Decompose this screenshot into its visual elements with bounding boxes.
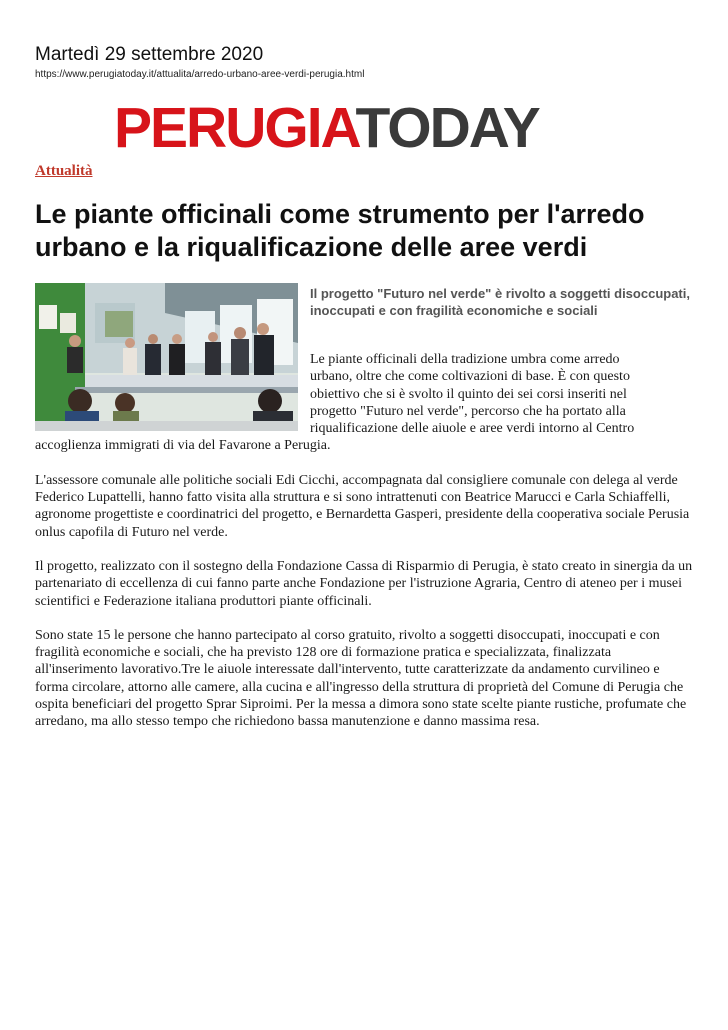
text-line: progetto "Futuro nel verde", percorso che ha portato alla [310, 403, 626, 419]
category-link[interactable]: Attualità [35, 163, 93, 179]
paragraph-intro [35, 351, 695, 455]
text-line: obiettivo che si è svolto il quinto dei sei corsi inseriti nel [310, 386, 627, 402]
article-title: Le piante officinali come strumento per l'arredo urbano e la riqualificazione delle aree verdi [35, 199, 645, 262]
text-line: riqualificazione delle aiuole e aree verdi intorno al Centro [310, 421, 635, 437]
text-line: accoglienza immigrati di via del Favarone a Perugia. [35, 438, 331, 454]
text-line: urbano, oltre che come coltivazioni di base. È con questo [310, 369, 630, 385]
page-url[interactable]: https://www.perugiatoday.it/attualita/arredo-urbano-aree-verdi-perugia.html [35, 69, 365, 80]
article-body [35, 351, 695, 731]
paragraph-course: Sono state 15 le persone che hanno partecipato al corso gratuito, rivolto a soggetti disoccupati, inoccupati e con fragilità economiche e sociali, che ha previsto 128 ore di formazione pratica e specializzata, finalizzata all'inserimento lavorativo.Tre le aiuole interessate dall'intervento, tutte caratterizzate da andamento curvilineo e forma circolare, attorno alle camere, alla cucina e all'ingresso della struttura di proprietà del Comune di Perugia che ospita beneficiari del progetto Sprar Siproimi. Per la messa a dimora sono state scelte piante rustiche, profumate che arredano, ma allo stesso tempo che richiedono bassa manutenzione e danno massima resa. [35, 627, 687, 730]
article-lead: Il progetto "Futuro nel verde" è rivolto a soggetti disoccupati, inoccupati e con fragilità economiche e sociali [310, 286, 690, 318]
logo-red-part: PERUGIA [114, 96, 356, 160]
paragraph-partnership: Il progetto, realizzato con il sostegno della Fondazione Cassa di Risparmio di Perugia, è stato creato in sinergia da un partenariato di eccellenza di cui fanno parte anche Fondazione per l'istruzione Agraria, Centro di ateneo per i musei scientifici e Federazione italiana produttori piante officinali. [35, 558, 693, 609]
logo-grey-part: TODAY [355, 96, 539, 160]
paragraph-visit: L'assessore comunale alle politiche sociali Edi Cicchi, accompagnata dal consigliere comunale con delega al verde Federico Lupattelli, hanno fatto visita alla struttura e si sono intrattenuti con Beatrice Marucci e Carla Schiaffelli, agronome progettiste e coordinatrici del progetto, e Bernardetta Gasperi, presidente della cooperativa sociale Perusia onlus capofila di Futuro nel verde. [35, 472, 690, 540]
print-date: Martedì 29 settembre 2020 [35, 44, 264, 65]
text-line: Le piante officinali della tradizione umbra come arredo [310, 352, 620, 367]
perugiatoday-logo[interactable] [114, 98, 614, 158]
